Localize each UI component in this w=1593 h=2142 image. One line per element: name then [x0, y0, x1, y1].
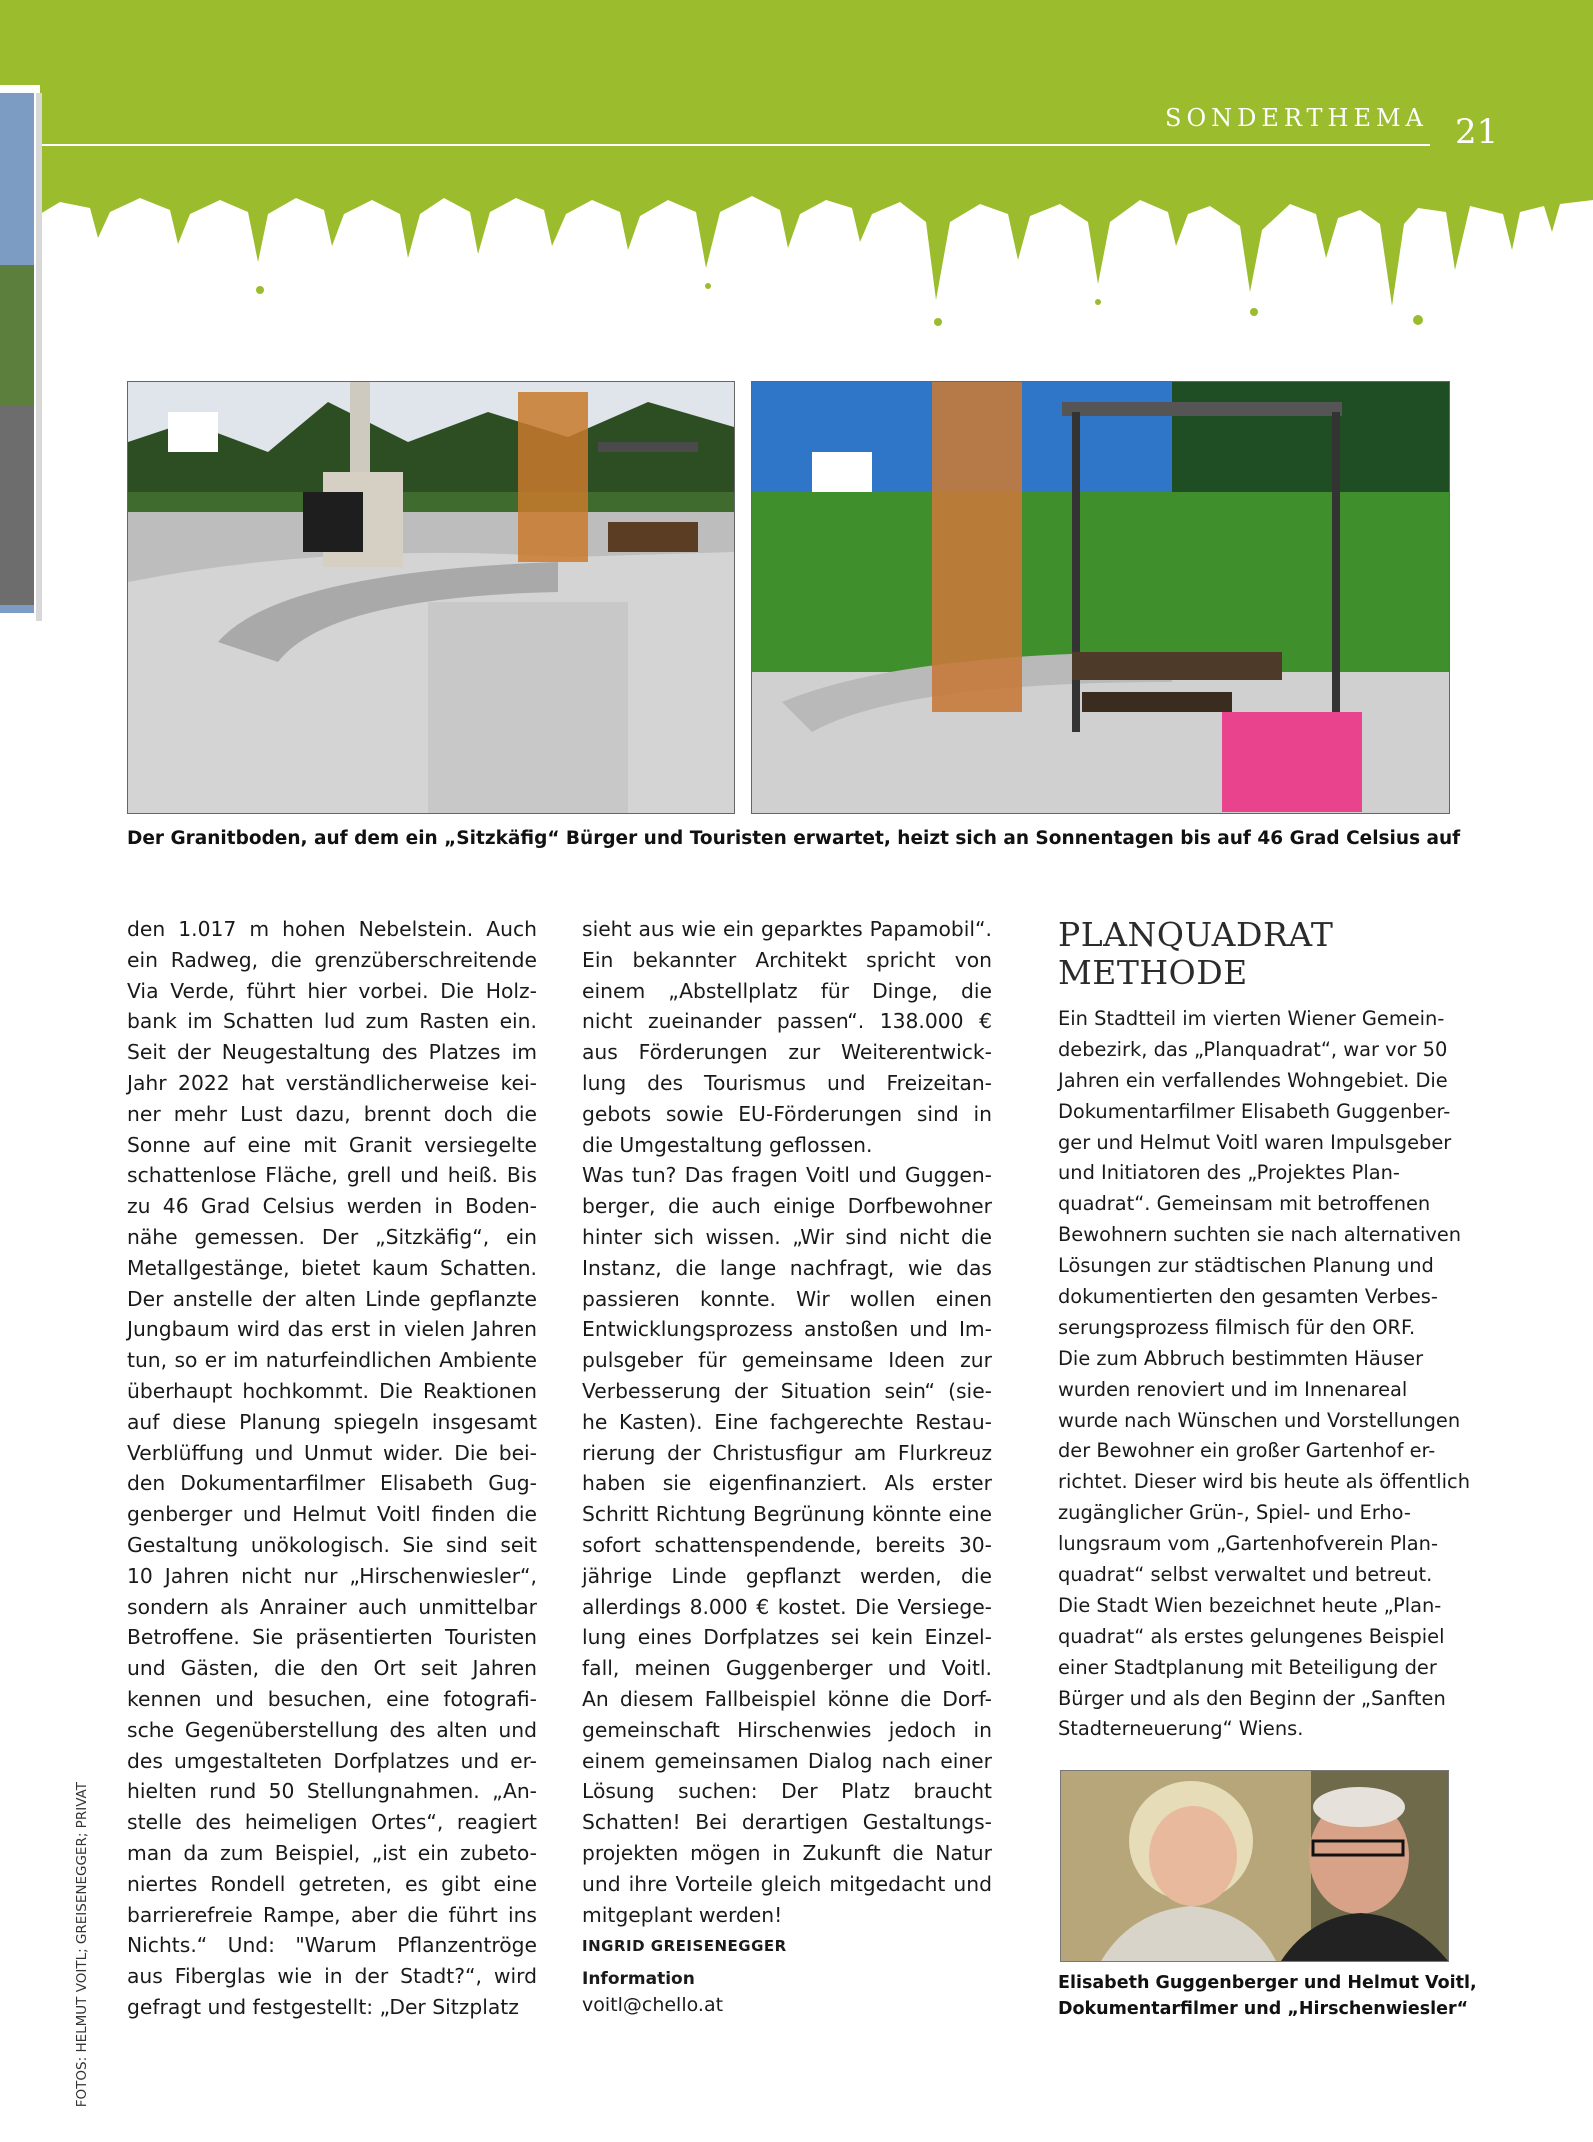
- text-line: die Umgestaltung geflossen.: [582, 1132, 873, 1157]
- photo-granite-plaza: [127, 381, 735, 814]
- sidebar-line: Stadterneuerung“ Wiens.: [1058, 1717, 1304, 1741]
- text-line: Via Verde, führt hier vorbei. Die Holz-: [127, 978, 537, 1003]
- text-line: Jahr 2022 hat verständlicherweise kei-: [127, 1070, 537, 1095]
- text-line: gefragt und festgestellt: „Der Sitzplatz: [127, 1994, 519, 2019]
- text-line: stelle des heimeligen Ortes“, reagiert: [127, 1810, 537, 1835]
- text-line: nicht zueinander passen“. 138.000 €: [582, 1009, 992, 1034]
- photo-credit: FOTOS: HELMUT VOITL; GREISENEGGER; PRIVAT: [74, 1782, 90, 2108]
- text-line: projekten mögen in Zukunft die Natur: [582, 1840, 992, 1865]
- text-line: zu 46 Grad Celsius werden in Boden-: [127, 1194, 537, 1219]
- text-line: Verblüffung und Unmut wider. Die bei-: [127, 1440, 537, 1465]
- sidebar-line: Bewohnern suchten sie nach alternativen: [1058, 1223, 1462, 1247]
- info-label: Information: [582, 1969, 695, 1990]
- text-line: man da zum Beispiel, „ist ein zubeto-: [127, 1840, 537, 1865]
- text-line: passieren konnte. Wir wollen einen: [582, 1286, 992, 1311]
- text-line: Schatten! Bei derartigen Gestaltungs-: [582, 1810, 992, 1835]
- text-line: und Gästen, die den Ort seit Jahren: [127, 1656, 537, 1681]
- text-line: Metallgestänge, bietet kaum Schatten.: [127, 1255, 537, 1280]
- text-line: gebots sowie EU-Förderungen sind in: [582, 1101, 992, 1126]
- text-line: auf diese Planung spiegeln insgesamt: [127, 1409, 537, 1434]
- text-line: Instanz, die lange nachfragt, wie das: [582, 1255, 992, 1280]
- text-line: barrierefreie Rampe, aber die führt ins: [127, 1902, 537, 1927]
- portrait-caption-line: Elisabeth Guggenberger und Helmut Voitl,: [1058, 1973, 1477, 1993]
- text-line: Gestaltung unökologisch. Sie sind seit: [127, 1532, 537, 1557]
- text-line: Seit der Neugestaltung des Platzes im: [127, 1040, 537, 1065]
- sidebar-line: quadrat“ als erstes gelungenes Beispiel: [1058, 1624, 1445, 1648]
- article-column-1: [127, 914, 537, 2023]
- sidebar-title-line: PLANQUADRAT: [1058, 915, 1334, 954]
- text-line: mitgeplant werden!: [582, 1902, 783, 1927]
- sidebar-line: serungsprozess filmisch für den ORF.: [1058, 1315, 1416, 1339]
- text-line: sieht aus wie ein geparktes Papamobil“.: [582, 917, 992, 941]
- text-line: aus Fiberglas wie in der Stadt?“, wird: [127, 1964, 537, 1989]
- text-line: fall, meinen Guggenberger und Voitl.: [582, 1656, 992, 1681]
- text-line: allerdings 8.000 € kostet. Die Versiege-: [582, 1594, 992, 1619]
- author-byline: INGRID GREISENEGGER: [582, 1937, 787, 1956]
- article-column-2: [582, 914, 992, 2018]
- text-line: aus Förderungen zur Weiterentwick-: [582, 1040, 992, 1065]
- sidebar-line: der Bewohner ein großer Gartenhof er-: [1058, 1439, 1436, 1463]
- text-line: lung eines Dorfplatzes sei kein Einzel-: [582, 1625, 992, 1650]
- text-line: lung des Tourismus und Freizeitan-: [582, 1070, 992, 1095]
- sidebar-line: Die Stadt Wien bezeichnet heute „Plan-: [1058, 1593, 1442, 1617]
- sidebar-line: debezirk, das „Planquadrat“, war vor 50: [1058, 1037, 1448, 1061]
- photo-portrait: [1060, 1770, 1449, 1962]
- text-line: bank im Schatten lud zum Rasten ein.: [127, 1009, 537, 1034]
- text-line: genberger und Helmut Voitl finden die: [127, 1502, 537, 1527]
- sidebar-line: und Initiatoren des „Projektes Plan-: [1058, 1161, 1400, 1185]
- text-line: sofort schattenspendende, bereits 30-: [582, 1532, 992, 1557]
- sidebar-title-line: METHODE: [1058, 953, 1248, 992]
- text-line: Ein bekannter Architekt spricht von: [582, 947, 992, 972]
- text-line: Schritt Richtung Begrünung könnte eine: [582, 1502, 992, 1527]
- text-line: Was tun? Das fragen Voitl und Guggen-: [582, 1163, 992, 1188]
- text-line: hinter sich wissen. „Wir sind nicht die: [582, 1224, 992, 1249]
- text-line: Betroffene. Sie präsentierten Touristen: [127, 1625, 537, 1650]
- text-line: An diesem Fallbeispiel könne die Dorf-: [582, 1686, 992, 1711]
- sidebar-line: lungsraum vom „Gartenhofverein Plan-: [1058, 1532, 1438, 1556]
- text-line: Nichts.“ Und: "Warum Pflanzentröge: [127, 1933, 537, 1958]
- text-line: Sonne auf eine mit Granit versiegelte: [127, 1132, 537, 1157]
- edge-photo-icon: [0, 85, 44, 625]
- text-line: haben sie eigenfinanziert. Als erster: [582, 1471, 992, 1496]
- sidebar-line: wurden renoviert und im Innenareal: [1058, 1377, 1408, 1401]
- text-line: rierung der Christusfigur am Flurkreuz: [582, 1440, 992, 1465]
- text-line: den Dokumentarfilmer Elisabeth Gug-: [127, 1471, 537, 1496]
- sidebar-line: Bürger und als den Beginn der „Sanften: [1058, 1686, 1446, 1710]
- sidebar-line: einer Stadtplanung mit Beteiligung der: [1058, 1655, 1437, 1679]
- granite-plaza-bench-icon: [128, 382, 734, 813]
- text-line: pulsgeber für gemeinsame Ideen zur: [582, 1348, 992, 1373]
- text-line: und ihre Vorteile gleich mitgedacht und: [582, 1871, 992, 1896]
- sidebar-line: Ein Stadtteil im vierten Wiener Gemein-: [1058, 1007, 1445, 1030]
- text-line: einem „Abstellplatz für Dinge, die: [582, 978, 992, 1003]
- sidebar-line: zugänglicher Grün-, Spiel- und Erho-: [1058, 1501, 1411, 1525]
- sidebar-line: Jahren ein verfallendes Wohngebiet. Die: [1058, 1068, 1448, 1092]
- sidebar-line: ger und Helmut Voitl waren Impulsgeber: [1058, 1130, 1452, 1154]
- text-line: 10 Jahren nicht nur „Hirschenwiesler“,: [127, 1563, 537, 1588]
- sidebar-line: Dokumentarfilmer Elisabeth Guggenber-: [1058, 1099, 1451, 1123]
- sidebar-line: quadrat“ selbst verwaltet und betreut.: [1058, 1563, 1433, 1587]
- sidebar-line: quadrat“. Gemeinsam mit betroffenen: [1058, 1192, 1431, 1216]
- sidebar-line: dokumentierten den gesamten Verbes-: [1058, 1285, 1438, 1309]
- sidebar-title: [1058, 916, 1333, 992]
- text-line: Jungbaum wird das erst in vielen Jahren: [127, 1317, 537, 1342]
- text-line: hielten rund 50 Stellungnahmen. „An-: [127, 1779, 537, 1804]
- header-rule: [30, 144, 1430, 146]
- sidebar-line: richtet. Dieser wird bis heute als öffentlich: [1058, 1470, 1471, 1494]
- portrait-caption: [1058, 1970, 1477, 2022]
- section-label: SONDERTHEMA: [1165, 104, 1428, 132]
- two-persons-portrait-icon: [1061, 1771, 1448, 1961]
- sidebar-line: Die zum Abbruch bestimmten Häuser: [1058, 1346, 1424, 1370]
- text-line: nähe gemessen. Der „Sitzkäfig“, ein: [127, 1224, 537, 1249]
- text-line: Lösung suchen: Der Platz braucht: [582, 1779, 992, 1804]
- text-line: kennen und besuchen, eine fotografi-: [127, 1686, 537, 1711]
- sidebar-text: [1058, 1004, 1471, 1745]
- text-line: gemeinschaft Hirschenwies jedoch in: [582, 1717, 992, 1742]
- text-line: sondern als Anrainer auch unmittelbar: [127, 1594, 537, 1619]
- text-line: berger, die auch einige Dorfbewohner: [582, 1194, 992, 1219]
- portrait-caption-line: Dokumentarfilmer und „Hirschenwiesler“: [1058, 1999, 1469, 2019]
- text-line: einem gemeinsamen Dialog nach einer: [582, 1748, 992, 1773]
- sitzkaefig-table-icon: [752, 382, 1449, 813]
- header-banner: [0, 0, 1593, 340]
- text-line: he Kasten). Eine fachgerechte Restau-: [582, 1409, 992, 1434]
- text-line: den 1.017 m hohen Nebelstein. Auch: [127, 917, 537, 941]
- sidebar-line: wurde nach Wünschen und Vorstellungen: [1058, 1408, 1461, 1432]
- photo-sitzkaefig: [751, 381, 1450, 814]
- text-line: überhaupt hochkommt. Die Reaktionen: [127, 1378, 537, 1403]
- text-line: niertes Rondell getreten, es gibt eine: [127, 1871, 537, 1896]
- page-number: 21: [1455, 112, 1499, 152]
- text-line: tun, so er im naturfeindlichen Ambiente: [127, 1348, 537, 1373]
- text-line: des umgestalteten Dorfplatzes und er-: [127, 1748, 537, 1773]
- text-line: Verbesserung der Situation sein“ (sie-: [582, 1378, 992, 1403]
- text-line: ein Radweg, die grenzüberschreitende: [127, 947, 537, 972]
- text-line: ner mehr Lust dazu, brennt doch die: [127, 1101, 537, 1126]
- text-line: sche Gegenüberstellung des alten und: [127, 1717, 537, 1742]
- info-email-link[interactable]: voitl@chello.at: [582, 1994, 724, 2017]
- sidebar-line: Lösungen zur städtischen Planung und: [1058, 1254, 1434, 1278]
- text-line: Entwicklungsprozess anstoßen und Im-: [582, 1317, 992, 1342]
- photo-caption: Der Granitboden, auf dem ein „Sitzkäfig“ Bürger und Touristen erwartet, heizt sich an Sonnentagen bis auf 46 Grad Celsius auf: [127, 828, 1461, 849]
- text-line: Der anstelle der alten Linde gepflanzte: [127, 1286, 537, 1311]
- text-line: jährige Linde gepflanzt werden, die: [582, 1563, 992, 1588]
- text-line: schattenlose Fläche, grell und heiß. Bis: [127, 1163, 537, 1188]
